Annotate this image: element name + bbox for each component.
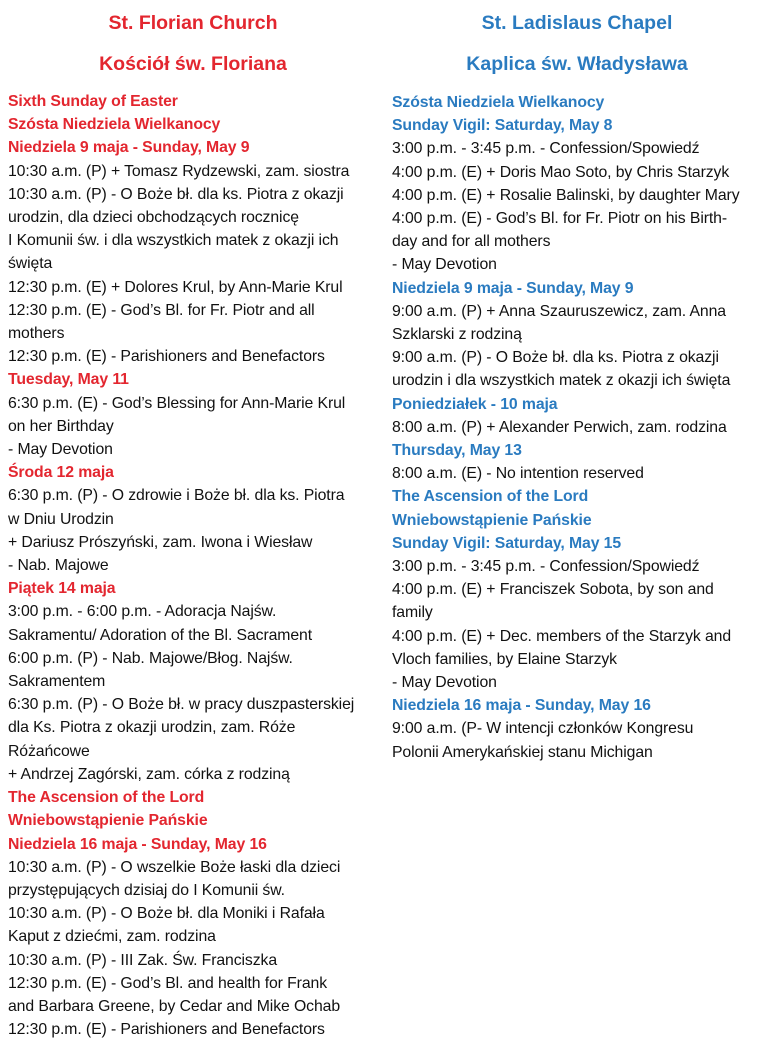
intention-line: 10:30 a.m. (P) - O Boże bł. dla ks. Piotra z okazji xyxy=(8,185,344,203)
intention-line: - Nab. Majowe xyxy=(8,557,109,575)
intention-line: 10:30 a.m. (P) - O wszelkie Boże łaski dla dzieci xyxy=(8,858,341,876)
section-heading: Niedziela 16 maja - Sunday, May 16 xyxy=(8,835,267,853)
intention-line: 12:30 p.m. (E) - God’s Bl. for Fr. Piotr and all xyxy=(8,301,315,319)
intention-line: Polonii Amerykańskiej stanu Michigan xyxy=(392,743,653,761)
intention-line: 12:30 p.m. (E) - Parishioners and Benefactors xyxy=(8,1021,325,1039)
section-heading: Niedziela 9 maja - Sunday, May 9 xyxy=(392,279,634,297)
intention-line: urodzin, dla dzieci obchodzących rocznicę xyxy=(8,209,299,227)
section-heading: The Ascension of the Lord xyxy=(8,789,205,807)
intention-line: Vloch families, by Elaine Starzyk xyxy=(392,650,617,668)
intention-line: 8:00 a.m. (E) - No intention reserved xyxy=(392,465,644,483)
section-heading: The Ascension of the Lord xyxy=(392,488,589,506)
intention-line: 3:00 p.m. - 3:45 p.m. - Confession/Spowiedź xyxy=(392,140,700,158)
section-heading: Niedziela 9 maja - Sunday, May 9 xyxy=(8,139,250,157)
section-heading: Szósta Niedziela Wielkanocy xyxy=(8,116,221,134)
mass-intentions-list xyxy=(392,91,762,764)
intention-line: 12:30 p.m. (E) + Dolores Krul, by Ann-Marie Krul xyxy=(8,278,343,296)
church-subtitle: Kościół św. Floriana xyxy=(99,53,287,75)
intention-line: + Dariusz Prószyński, zam. Iwona i Wiesław xyxy=(8,533,313,551)
section-heading: Sixth Sunday of Easter xyxy=(8,93,178,110)
intention-line: 8:00 a.m. (P) + Alexander Perwich, zam. rodzina xyxy=(392,418,727,436)
intention-line: Szklarski z rodziną xyxy=(392,326,522,344)
section-heading: Wniebowstąpienie Pańskie xyxy=(392,511,592,529)
intention-line: day and for all mothers xyxy=(392,233,551,251)
mass-intentions-list xyxy=(8,90,378,1041)
section-heading: Środa 12 maja xyxy=(8,464,114,482)
intention-line: mothers xyxy=(8,325,65,343)
intention-line: Różańcowe xyxy=(8,742,90,760)
intention-line: 9:00 a.m. (P) + Anna Szauruszewicz, zam. Anna xyxy=(392,302,726,320)
intention-line: Kaput z dziećmi, zam. rodzina xyxy=(8,928,216,946)
intention-line: 12:30 p.m. (E) - Parishioners and Benefactors xyxy=(8,348,325,366)
intention-line: 6:30 p.m. (P) - O zdrowie i Boże bł. dla ks. Piotra xyxy=(8,487,345,505)
section-heading: Sunday Vigil: Saturday, May 15 xyxy=(392,534,622,552)
intention-line: 6:30 p.m. (P) - O Boże bł. w pracy duszpasterskiej xyxy=(8,696,355,714)
intention-line: - May Devotion xyxy=(392,674,497,692)
intention-line: 4:00 p.m. (E) + Rosalie Balinski, by daughter Mary xyxy=(392,186,740,204)
intention-line: urodzin i dla wszystkich matek z okazji ich święta xyxy=(392,372,731,390)
intention-line: 12:30 p.m. (E) - God’s Bl. and health for Frank xyxy=(8,974,327,992)
intention-line: 3:00 p.m. - 6:00 p.m. - Adoracja Najśw. xyxy=(8,603,277,621)
section-heading: Wniebowstąpienie Pańskie xyxy=(8,812,208,830)
intention-line: + Andrzej Zagórski, zam. córka z rodziną xyxy=(8,765,290,783)
intention-line: 4:00 p.m. (E) + Doris Mao Soto, by Chris Starzyk xyxy=(392,163,730,181)
section-heading: Thursday, May 13 xyxy=(392,442,522,460)
intention-line: 4:00 p.m. (E) - God’s Bl. for Fr. Piotr on his Birth- xyxy=(392,210,728,228)
intention-line: 10:30 a.m. (P) - O Boże bł. dla Moniki i Rafała xyxy=(8,905,325,923)
chapel-subtitle: Kaplica św. Władysława xyxy=(466,53,688,75)
intention-line: 3:00 p.m. - 3:45 p.m. - Confession/Spowiedź xyxy=(392,558,700,576)
section-heading: Piątek 14 maja xyxy=(8,580,116,598)
intention-line: przystępujących dzisiaj do I Komunii św. xyxy=(8,881,285,899)
chapel-title: St. Ladislaus Chapel xyxy=(481,12,673,34)
church-title: St. Florian Church xyxy=(108,12,278,34)
intention-line: dla Ks. Piotra z okazji urodzin, zam. Róże xyxy=(8,719,296,737)
intention-line: Sakramentem xyxy=(8,673,106,691)
intention-line: 6:00 p.m. (P) - Nab. Majowe/Błog. Najśw. xyxy=(8,649,293,667)
intention-line: 9:00 a.m. (P) - O Boże bł. dla ks. Piotra z okazji xyxy=(392,349,719,367)
intention-line: 4:00 p.m. (E) + Franciszek Sobota, by son and xyxy=(392,581,714,599)
intention-line: on her Birthday xyxy=(8,417,114,435)
intention-line: 6:30 p.m. (E) - God’s Blessing for Ann-Marie Krul xyxy=(8,394,346,412)
intention-line: 10:30 a.m. (P) - III Zak. Św. Franciszka xyxy=(8,951,278,969)
intention-line: - May Devotion xyxy=(8,441,113,459)
section-heading: Poniedziałek - 10 maja xyxy=(392,395,558,413)
section-heading: Szósta Niedziela Wielkanocy xyxy=(392,94,605,111)
intention-line: - May Devotion xyxy=(392,256,497,274)
intention-line: w Dniu Urodzin xyxy=(8,510,114,528)
intention-line: święta xyxy=(8,255,53,273)
section-heading: Niedziela 16 maja - Sunday, May 16 xyxy=(392,697,651,715)
intention-line: 4:00 p.m. (E) + Dec. members of the Starzyk and xyxy=(392,627,732,645)
intention-line: I Komunii św. i dla wszystkich matek z okazji ich xyxy=(8,232,339,250)
intention-line: 9:00 a.m. (P- W intencji członków Kongresu xyxy=(392,720,694,738)
section-heading: Tuesday, May 11 xyxy=(8,371,129,389)
intention-line: Sakramentu/ Adoration of the Bl. Sacrament xyxy=(8,626,313,644)
intention-line: family xyxy=(392,604,433,622)
intention-line: 10:30 a.m. (P) + Tomasz Rydzewski, zam. siostra xyxy=(8,162,350,180)
intention-line: and Barbara Greene, by Cedar and Mike Ochab xyxy=(8,997,341,1015)
section-heading: Sunday Vigil: Saturday, May 8 xyxy=(392,117,613,135)
